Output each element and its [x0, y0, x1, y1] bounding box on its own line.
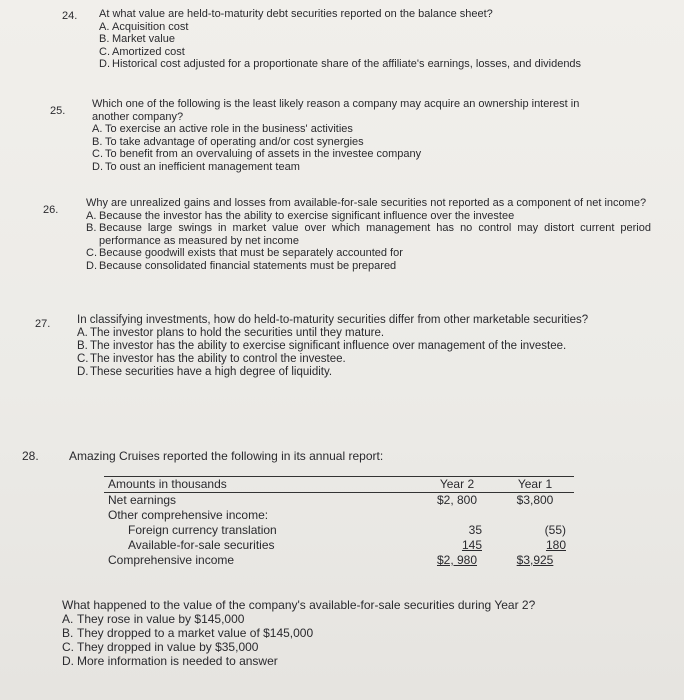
row-year1: $3,925 [516, 553, 554, 567]
row-year1: $3,800 [516, 493, 554, 507]
option-letter: C. [99, 45, 110, 58]
row-year2: $2, 800 [436, 493, 478, 507]
option-d[interactable] [62, 654, 657, 668]
question-28 [22, 448, 662, 698]
question-intro: Amazing Cruises reported the following in its annual report: [69, 449, 384, 463]
row-year1: 180 [545, 538, 566, 552]
option-a[interactable] [62, 612, 657, 626]
table-header-label: Amounts in thousands [104, 477, 418, 493]
question-text-block [77, 314, 655, 379]
option-text: Because consolidated financial statements must be prepared [99, 259, 397, 272]
option-text: The investor plans to hold the securities until they mature. [90, 327, 385, 339]
option-text: Because large swings in market value over which management has no control may distort current period performance as measured by net income [99, 222, 651, 247]
table-row [104, 508, 574, 523]
option-c[interactable] [86, 247, 651, 260]
row-label: Comprehensive income [108, 553, 235, 567]
question-stem: Why are unrealized gains and losses from available-for-sale securities not reported as a component of net income? [86, 197, 647, 209]
option-a[interactable] [92, 123, 597, 136]
table-header-year1: Year 1 [496, 477, 574, 493]
option-b[interactable] [99, 33, 647, 46]
option-letter: A. [77, 327, 88, 339]
table-row [104, 493, 574, 509]
question-stem: In classifying investments, how do held-to-maturity securities differ from other marketable securities? [77, 314, 589, 326]
option-letter: A. [86, 209, 97, 222]
table-header-row [104, 477, 574, 493]
option-letter: D. [77, 366, 89, 378]
option-c[interactable] [99, 46, 647, 59]
option-d[interactable] [92, 161, 597, 174]
option-text: To benefit from an overvaluing of assets in the investee company [105, 148, 422, 160]
annual-report-table [104, 476, 574, 568]
option-text: The investor has the ability to exercise significant influence over management of the investee. [90, 340, 567, 352]
option-letter: D. [99, 58, 110, 70]
question-stem: At what value are held-to-maturity debt securities reported on the balance sheet? [99, 8, 493, 20]
row-year2: $2, 980 [436, 553, 478, 567]
option-b[interactable] [62, 626, 657, 640]
option-text: To take advantage of operating and/or cost synergies [105, 135, 364, 148]
option-letter: C. [77, 353, 89, 365]
option-b[interactable] [86, 222, 651, 247]
option-text: Market value [112, 33, 175, 45]
row-label: Foreign currency translation [128, 523, 277, 537]
option-letter: C. [86, 247, 97, 259]
question-number: 24. [62, 10, 78, 22]
question-number: 27. [35, 318, 51, 330]
option-text: Acquisition cost [112, 20, 189, 33]
question-text-block [92, 98, 597, 173]
option-text: To exercise an active role in the business' activities [105, 123, 353, 135]
row-year2: 145 [461, 538, 482, 552]
question-stem: Which one of the following is the least likely reason a company may acquire an ownership interest in another company? [92, 98, 580, 123]
option-letter: A. [92, 123, 103, 135]
option-letter: A. [99, 20, 110, 33]
row-label: Available-for-sale securities [128, 538, 275, 552]
table-row [104, 553, 574, 568]
row-label: Net earnings [108, 493, 177, 507]
option-letter: B. [62, 626, 74, 640]
option-d[interactable] [99, 58, 647, 71]
row-year2: 35 [468, 523, 482, 537]
table-row [104, 523, 574, 538]
option-letter: B. [99, 33, 110, 45]
option-a[interactable] [77, 327, 655, 340]
question-text-block [86, 197, 651, 272]
option-letter: C. [92, 148, 103, 160]
option-d[interactable] [86, 260, 651, 273]
option-letter: C. [62, 640, 74, 654]
option-c[interactable] [62, 640, 657, 654]
option-text: They rose in value by $145,000 [77, 612, 245, 626]
question-number: 28. [22, 449, 39, 463]
table-header-year2: Year 2 [418, 477, 496, 493]
option-text: Historical cost adjusted for a proportionate share of the affiliate's earnings, losses, and dividends [112, 58, 582, 70]
option-letter: D. [92, 160, 103, 173]
option-c[interactable] [77, 353, 655, 366]
option-text: More information is needed to answer [77, 654, 278, 668]
option-b[interactable] [92, 136, 597, 149]
option-c[interactable] [92, 148, 597, 161]
option-letter: D. [86, 259, 97, 272]
option-letter: B. [86, 222, 97, 234]
question-text-block [62, 598, 657, 668]
option-text: Because the investor has the ability to exercise significant influence over the investee [99, 209, 515, 222]
option-d[interactable] [77, 366, 655, 379]
option-a[interactable] [99, 21, 647, 34]
option-text: These securities have a high degree of liquidity. [90, 366, 333, 378]
option-text: Because goodwill exists that must be separately accounted for [99, 247, 403, 259]
question-text-block [99, 8, 647, 71]
question-number: 25. [50, 105, 66, 117]
question-stem: What happened to the value of the company's available-for-sale securities during Year 2? [62, 598, 536, 612]
option-letter: B. [92, 135, 103, 148]
option-text: The investor has the ability to control the investee. [90, 353, 346, 365]
row-year1: (55) [544, 523, 566, 537]
option-text: They dropped in value by $35,000 [77, 640, 259, 654]
option-text: They dropped to a market value of $145,000 [77, 626, 314, 640]
table-row [104, 538, 574, 553]
option-letter: B. [77, 340, 88, 352]
row-label: Other comprehensive income: [108, 508, 269, 522]
option-b[interactable] [77, 340, 655, 353]
option-letter: A. [62, 612, 74, 626]
option-text: To oust an inefficient management team [105, 160, 300, 173]
option-a[interactable] [86, 210, 651, 223]
question-number: 26. [43, 204, 59, 216]
option-text: Amortized cost [112, 45, 185, 58]
option-letter: D. [62, 654, 74, 668]
